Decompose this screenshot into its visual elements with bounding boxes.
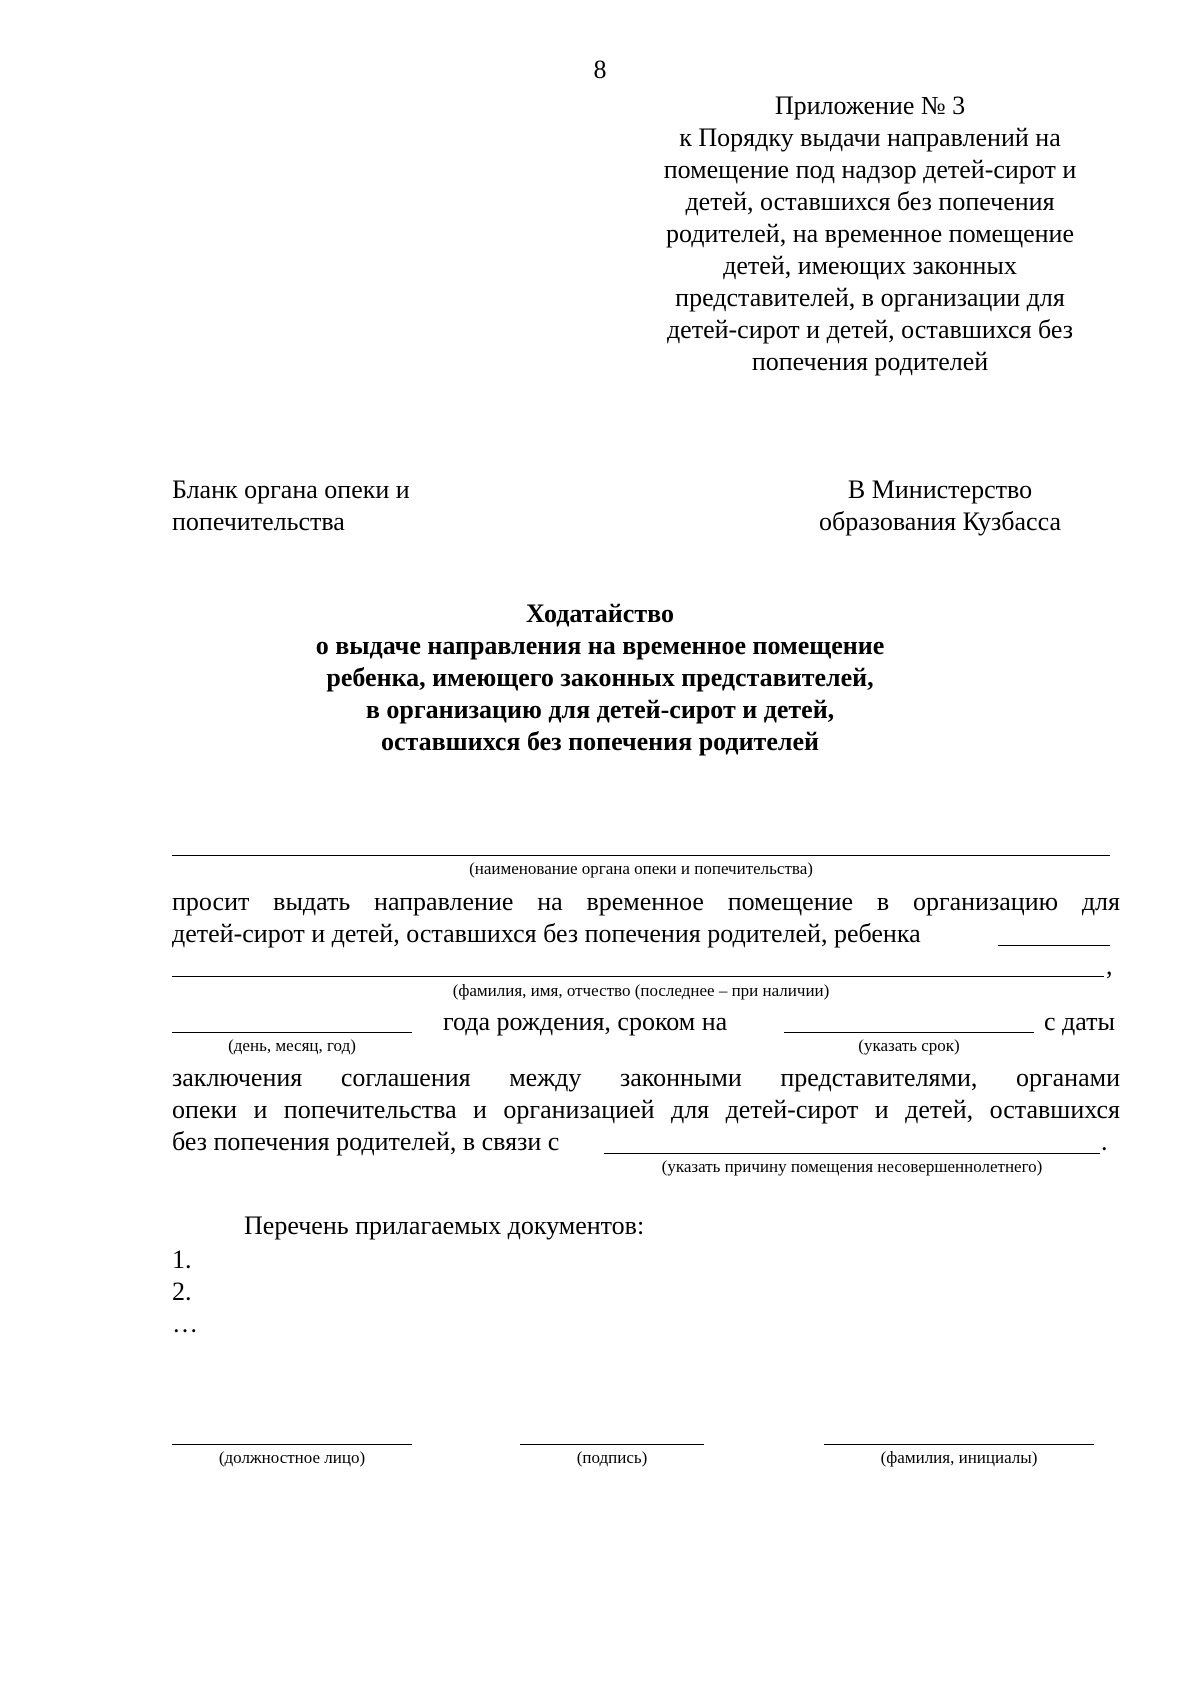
body-line: заключения соглашения между законными представителями, органами xyxy=(172,1063,1120,1092)
appendix-line: детей, имеющих законных xyxy=(723,251,1017,280)
sender-line: попечительства xyxy=(172,507,345,536)
birth-text: года рождения, сроком на xyxy=(443,1007,728,1036)
appendix-line: представителей, в организации для xyxy=(675,283,1065,312)
child-name-field[interactable] xyxy=(172,976,1104,977)
body-line: просит выдать направление на временное помещение в организацию для xyxy=(172,887,1120,916)
period: . xyxy=(1101,1127,1108,1156)
child-name-field-start[interactable] xyxy=(998,945,1110,946)
from-date-text: с даты xyxy=(1044,1007,1115,1036)
name-initials-field[interactable] xyxy=(824,1444,1094,1445)
appendix-line: к Порядку выдачи направлений на xyxy=(679,123,1061,152)
attachment-item: 2. xyxy=(172,1277,192,1306)
appendix-line: родителей, на временное помещение xyxy=(665,219,1074,248)
attachments-title: Перечень прилагаемых документов: xyxy=(244,1211,645,1240)
appendix-line: детей, оставшихся без попечения xyxy=(685,187,1055,216)
document-subtitle-line: в организацию для детей-сирот и детей, xyxy=(365,695,835,724)
body-line: без попечения родителей, в связи с xyxy=(172,1127,560,1156)
birth-date-field[interactable] xyxy=(172,1032,412,1033)
child-name-hint: (фамилия, имя, отчество (последнее – при наличии) xyxy=(452,981,830,1000)
reason-field[interactable] xyxy=(604,1153,1100,1154)
signature-hint: (подпись) xyxy=(576,1448,648,1467)
birth-date-hint: (день, месяц, год) xyxy=(228,1036,356,1055)
appendix-line: попечения родителей xyxy=(751,347,989,376)
reason-hint: (указать причину помещения несовершеннолетнего) xyxy=(661,1157,1043,1176)
official-field[interactable] xyxy=(172,1444,412,1445)
official-hint: (должностное лицо) xyxy=(218,1448,366,1467)
appendix-line: помещение под надзор детей-сирот и xyxy=(663,155,1077,184)
document-subtitle-line: ребенка, имеющего законных представителей, xyxy=(326,663,874,692)
recipient-line: образования Кузбасса xyxy=(818,507,1061,536)
recipient-line: В Министерство xyxy=(847,475,1033,504)
attachment-item: 1. xyxy=(172,1245,192,1274)
attachment-item: … xyxy=(172,1309,198,1338)
term-hint: (указать срок) xyxy=(858,1036,960,1055)
comma: , xyxy=(1106,951,1113,980)
signature-field[interactable] xyxy=(520,1444,704,1445)
appendix-title: Приложение № 3 xyxy=(774,91,966,120)
page-number: 8 xyxy=(593,55,607,84)
document-subtitle-line: оставшихся без попечения родителей xyxy=(381,727,819,756)
document-subtitle-line: о выдаче направления на временное помещение xyxy=(315,631,885,660)
name-initials-hint: (фамилия, инициалы) xyxy=(880,1448,1038,1467)
term-field[interactable] xyxy=(784,1032,1034,1033)
authority-name-hint: (наименование органа опеки и попечительства) xyxy=(469,859,813,878)
document-title: Ходатайство xyxy=(526,599,674,628)
appendix-line: детей-сирот и детей, оставшихся без xyxy=(666,315,1074,344)
authority-name-field[interactable] xyxy=(172,855,1110,856)
body-line: опеки и попечительства и организацией для детей-сирот и детей, оставшихся xyxy=(172,1095,1120,1124)
sender-line: Бланк органа опеки и xyxy=(172,475,410,504)
body-line: детей-сирот и детей, оставшихся без попечения родителей, ребенка xyxy=(172,919,921,948)
